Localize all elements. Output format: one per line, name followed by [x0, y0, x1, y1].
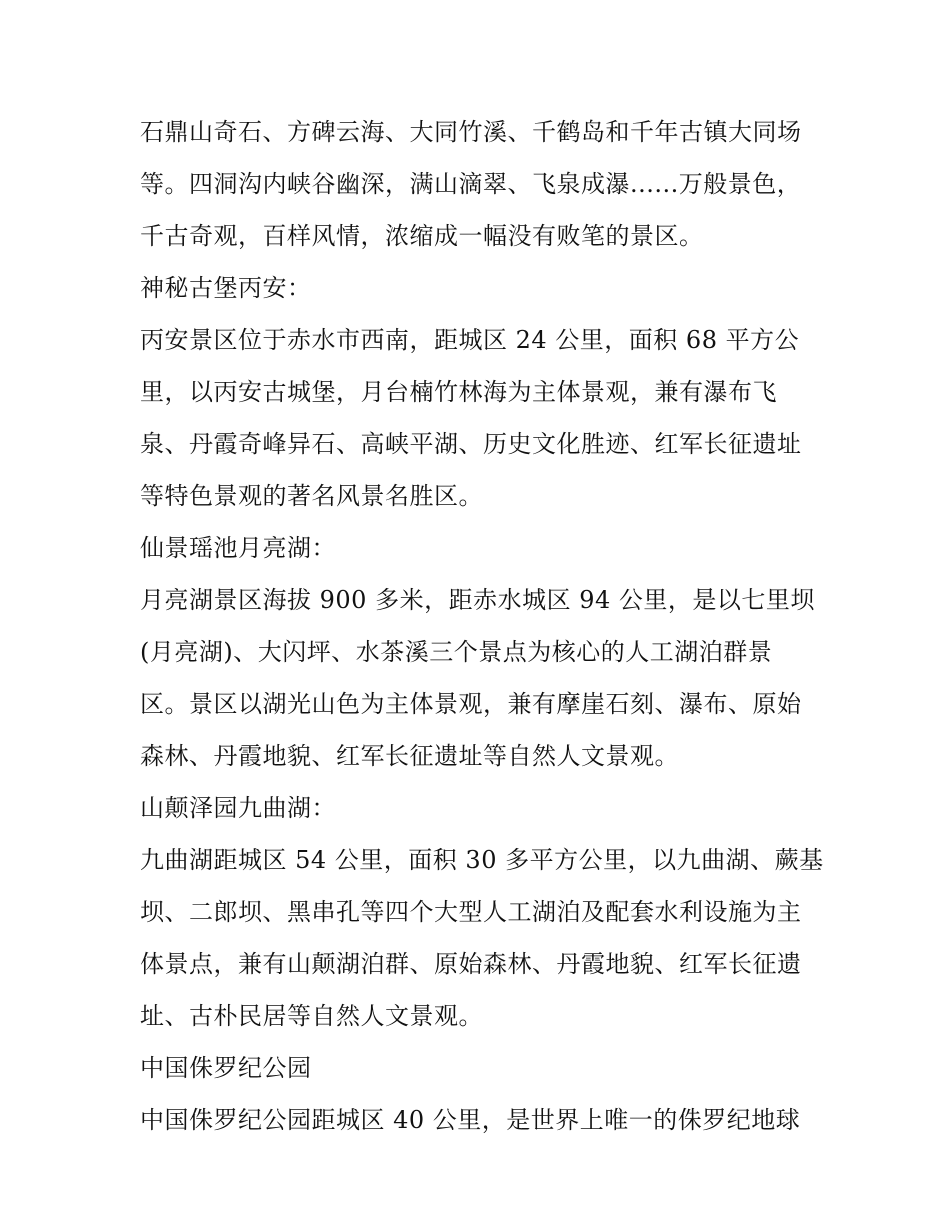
- text-line: 址、古朴民居等自然人文景观。: [140, 1002, 483, 1030]
- text-line: (月亮湖)、大闪坪、水茶溪三个景点为核心的人工湖泊群景: [140, 638, 773, 666]
- text-line: 泉、丹霞奇峰异石、高峡平湖、历史文化胜迹、红军长征遗址: [140, 430, 802, 458]
- section-heading-moon-lake: 仙景瑶池月亮湖：: [140, 534, 336, 562]
- text-line: 等特色景观的著名风景名胜区。: [140, 482, 483, 510]
- text-line: 坝、二郎坝、黑串孔等四个大型人工湖泊及配套水利设施为主: [140, 898, 802, 926]
- text-line: 千古奇观，百样风情，浓缩成一幅没有败笔的景区。: [140, 222, 704, 250]
- section-heading-jurassic-park: 中国侏罗纪公园: [140, 1054, 312, 1082]
- text-line: 石鼎山奇石、方碑云海、大同竹溪、千鹤岛和千年古镇大同场: [140, 118, 802, 146]
- text-line: 等。四洞沟内峡谷幽深，满山滴翠、飞泉成瀑......万般景色，: [140, 170, 802, 198]
- body-text: [140, 106, 824, 1146]
- section-heading-bingan: 神秘古堡丙安：: [140, 274, 312, 302]
- text-line: 里，以丙安古城堡，月台楠竹林海为主体景观，兼有瀑布飞: [140, 378, 777, 406]
- text-line: 中国侏罗纪公园距城区 40 公里，是世界上唯一的侏罗纪地球: [140, 1106, 801, 1134]
- section-heading-jiuqu-lake: 山颠泽园九曲湖：: [140, 794, 336, 822]
- text-line: 丙安景区位于赤水市西南，距城区 24 公里，面积 68 平方公: [140, 326, 800, 354]
- text-line: 九曲湖距城区 54 公里，面积 30 多平方公里，以九曲湖、蕨基: [140, 846, 824, 874]
- text-line: 区。景区以湖光山色为主体景观，兼有摩崖石刻、瀑布、原始: [140, 690, 802, 718]
- text-line: 森林、丹霞地貌、红军长征遗址等自然人文景观。: [140, 742, 679, 770]
- text-line: 体景点，兼有山颠湖泊群、原始森林、丹霞地貌、红军长征遗: [140, 950, 802, 978]
- text-line: 月亮湖景区海拔 900 多米，距赤水城区 94 公里，是以七里坝: [140, 586, 815, 614]
